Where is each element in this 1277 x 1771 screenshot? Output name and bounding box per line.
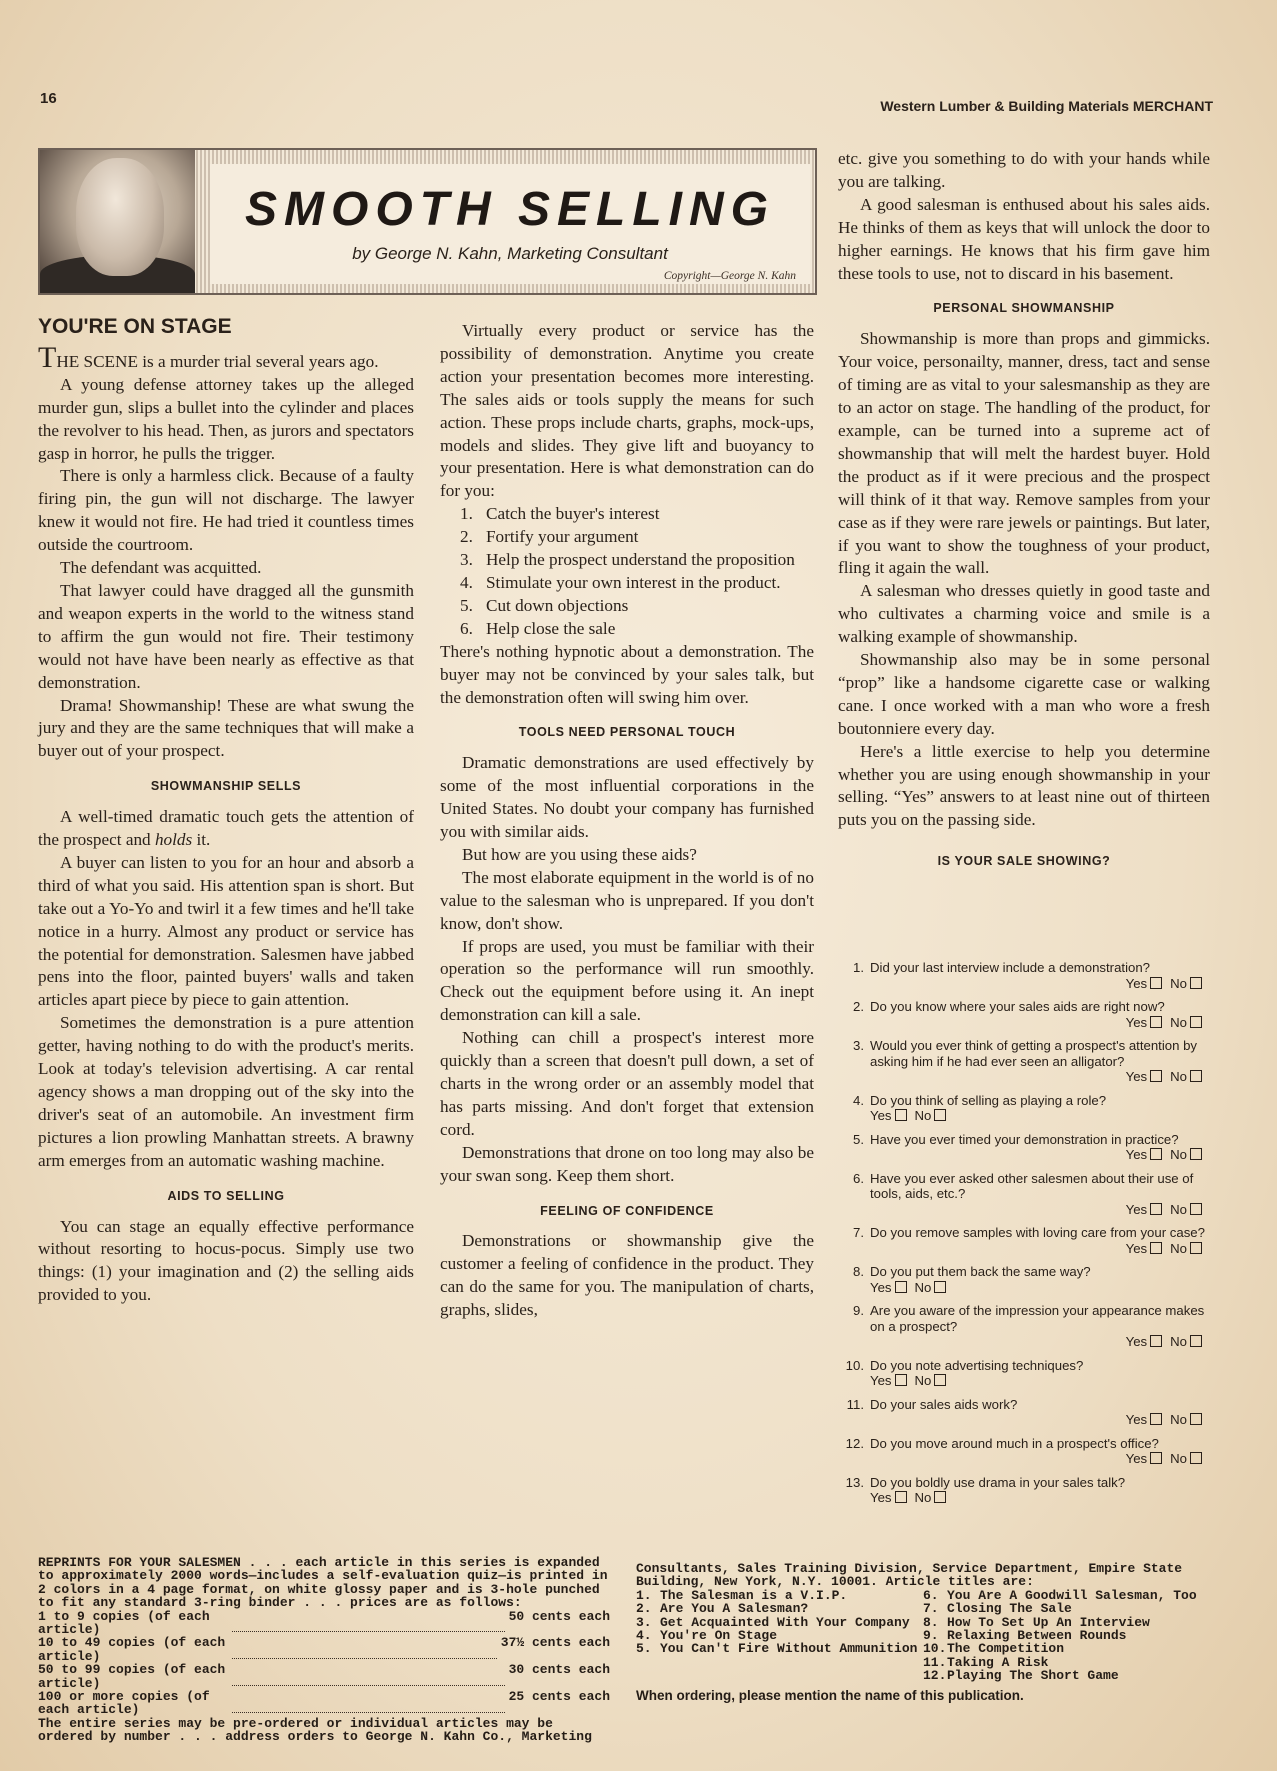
quiz-number: 2.: [853, 999, 864, 1014]
price-row: [38, 1690, 610, 1717]
title-card: [210, 164, 810, 284]
self-evaluation-quiz: [840, 960, 1210, 1514]
no-label: No: [1170, 1334, 1187, 1349]
no-checkbox[interactable]: [1190, 1070, 1202, 1082]
quiz-number: 4.: [853, 1092, 864, 1108]
article-title-item: [923, 1642, 1210, 1655]
paragraph: Sometimes the demonstration is a pure attention getter, having nothing to do with the product's merits. Look at today's television advertising. A car rental agency shows a man dropping out of the sky into the driver's seat of an automobile. An investment firm pictures a lion prowling Manhattan streets. A brawny arm emerges from an automatic washing machine.: [38, 1013, 414, 1170]
article-number: 1.: [636, 1587, 652, 1603]
yes-checkbox[interactable]: [1150, 977, 1162, 989]
quiz-question: Did your last interview include a demonstration?: [870, 960, 1151, 975]
quiz-question: Have you ever asked other salesmen about their use of tools, aids, etc.?: [870, 1170, 1194, 1201]
price-row: [38, 1663, 610, 1690]
yes-checkbox[interactable]: [895, 1281, 907, 1293]
no-label: No: [1170, 975, 1187, 991]
article-number: 11.: [923, 1654, 947, 1670]
no-label: No: [914, 1108, 932, 1123]
titles-column-a: [636, 1589, 923, 1683]
paragraph: [38, 806, 414, 852]
yes-no-boxes: [870, 1451, 1210, 1467]
list-number: 3.: [460, 550, 473, 570]
article-title: SMOOTH SELLING: [245, 183, 775, 236]
article-title-item: [636, 1629, 923, 1642]
yes-label: Yes: [870, 1279, 892, 1295]
yes-label: Yes: [1125, 1069, 1148, 1084]
quiz-heading: IS YOUR SALE SHOWING?: [937, 854, 1111, 869]
subheading: TOOLS NEED PERSONAL TOUCH: [518, 725, 736, 740]
publication-name: Western Lumber & Building Materials MERCHANT: [880, 98, 1213, 114]
yes-label: Yes: [870, 1108, 892, 1123]
list-number: 6.: [460, 618, 473, 638]
no-checkbox[interactable]: [1190, 1413, 1202, 1425]
article-title-item: [923, 1602, 1210, 1615]
quiz-number: 7.: [853, 1225, 864, 1240]
quiz-question: Do you note advertising techniques?: [870, 1357, 1084, 1373]
no-label: No: [1170, 1147, 1187, 1162]
list-item: [460, 618, 814, 641]
article-number: 10.: [923, 1641, 947, 1657]
yes-checkbox[interactable]: [1150, 1203, 1162, 1215]
quiz-item: [840, 1132, 1210, 1163]
article-byline: by George N. Kahn, Marketing Consultant: [352, 244, 668, 263]
subheading: FEELING OF CONFIDENCE: [540, 1203, 714, 1218]
paragraph: Showmanship is more than props and gimmicks. Your voice, personailty, manner, dress, tact and sense of timing are as vital to your salesmanship as they are to an actor on stage. The handling of the product, for example, can be turned into a supreme act of showmanship that will melt the hardest buyer. Hold the product as if it were precious and the prospect will think of it that way. Remove samples from your case as if they were rare jewels or paintings. But later, if you want to show the toughness of your product, fling it again the wall.: [838, 329, 1210, 578]
article-titles-list: [636, 1589, 1210, 1683]
price-label: 10 to 49 copies (of each article): [38, 1635, 226, 1664]
article-title-item: [636, 1642, 923, 1655]
price-label: 1 to 9 copies (of each article): [38, 1608, 210, 1638]
quiz-item: [840, 1436, 1210, 1467]
yes-label: Yes: [1125, 1451, 1148, 1466]
price-row: [38, 1636, 610, 1663]
quiz-item: [840, 1358, 1210, 1389]
article-name: You Can't Fire Without Ammunition: [660, 1641, 918, 1657]
no-checkbox[interactable]: [1190, 1242, 1202, 1254]
article-number: 2.: [636, 1601, 652, 1617]
quiz-number: 5.: [853, 1131, 864, 1147]
no-checkbox[interactable]: [1190, 1203, 1202, 1215]
list-text: Fortify your argument: [486, 527, 639, 547]
yes-no-boxes: [870, 1202, 1210, 1218]
paragraph: Showmanship also may be in some personal “prop” like a handsome cigarette case or walking cane. I once worked with a man who wore a fresh boutonniere every day.: [838, 650, 1210, 738]
quiz-item: [840, 1171, 1210, 1218]
paragraph: There's nothing hypnotic about a demonstration. The buyer may not be convinced by your sales talk, but the demonstration often will swing him over.: [440, 641, 814, 707]
quiz-question: Do you know where your sales aids are right now?: [870, 999, 1165, 1014]
demonstration-benefits-list: [440, 503, 814, 640]
yes-checkbox[interactable]: [1150, 1070, 1162, 1082]
article-title-item: [923, 1656, 1210, 1669]
page-number: 16: [40, 90, 57, 107]
article-name: Relaxing Between Rounds: [947, 1628, 1127, 1644]
reprints-notice: [38, 1556, 610, 1744]
article-name: The Salesman is a V.I.P.: [660, 1587, 848, 1603]
subheading: AIDS TO SELLING: [167, 1188, 285, 1203]
no-label: No: [1170, 1451, 1187, 1466]
list-item: [460, 572, 814, 595]
list-item: [460, 549, 814, 572]
paragraph: Here's a little exercise to help you determine whether you are using enough showmanship in your selling. “Yes” answers to at least nine out of thirteen puts you on the passing side.: [838, 741, 1210, 830]
titles-column-b: [923, 1589, 1210, 1683]
paragraph: Dramatic demonstrations are used effectively by some of the most influential corporations in the United States. No doubt your company has furnished you with similar aids.: [440, 753, 814, 842]
article-name: Playing The Short Game: [947, 1668, 1119, 1684]
column-three: [838, 148, 1210, 881]
yes-checkbox[interactable]: [895, 1374, 907, 1386]
author-portrait: [40, 150, 195, 293]
article-title-item: [923, 1589, 1210, 1602]
no-label: No: [914, 1490, 932, 1505]
quiz-question: Do you put them back the same way?: [870, 1264, 1091, 1279]
column-two: [440, 320, 814, 1322]
quiz-item: [840, 1093, 1210, 1124]
price-list: [38, 1610, 610, 1717]
article-name: Closing The Sale: [947, 1601, 1072, 1617]
quiz-number: 10.: [845, 1357, 864, 1373]
price-label: 100 or more copies (of each article): [38, 1689, 210, 1718]
quiz-number: 1.: [853, 960, 864, 975]
yes-label: Yes: [1125, 1147, 1148, 1162]
no-checkbox[interactable]: [934, 1281, 946, 1293]
price-value: 30 cents each: [508, 1662, 610, 1678]
titles-intro: Consultants, Sales Training Division, Service Department, Empire State Building, New York, N.Y. 10001. Article titles are:: [636, 1561, 1183, 1590]
article-title-item: [923, 1616, 1210, 1629]
article-title-item: [923, 1629, 1210, 1642]
quiz-question: Do you boldly use drama in your sales talk?: [870, 1474, 1126, 1490]
no-label: No: [914, 1279, 932, 1295]
price-value: 25 cents each: [508, 1689, 610, 1705]
yes-checkbox[interactable]: [1150, 1335, 1162, 1347]
paragraph: etc. give you something to do with your hands while you are talking.: [838, 149, 1210, 191]
article-name: You're On Stage: [660, 1628, 778, 1644]
reprints-outro: The entire series may be pre-ordered or individual articles may be ordered by number . . . address orders to George N. Kahn Co., Marketing: [38, 1715, 592, 1745]
paragraph: The most elaborate equipment in the world is of no value to the salesman who is unprepared. If you don't know, don't show.: [440, 867, 814, 933]
paragraph: A young defense attorney takes up the alleged murder gun, slips a bullet into the cylinder and places the revolver to his head. Then, as jurors and spectators gasp in horror, he pulls the trigger.: [38, 374, 414, 463]
paragraph: Virtually every product or service has the possibility of demonstration. Anytime you create action your presentation becomes more interesting. The sales aids or tools supply the means for such action. These props include charts, graphs, mock-ups, models and slides. They give lift and buoyancy to your presentation. Here is what demonstration can do for you:: [440, 321, 814, 501]
yes-no-boxes: [870, 1069, 1210, 1085]
quiz-item: [840, 999, 1210, 1030]
paragraph: But how are you using these aids?: [462, 844, 697, 864]
no-checkbox[interactable]: [1190, 1452, 1202, 1464]
paragraph: A buyer can listen to you for an hour and absorb a third of what you said. His attention span is short. But take out a Yo-Yo and twirl it a few times and he'll take notice in a hurry. Almost any product or service has the potential for demonstration. Salesmen have jabbed pens into the floor, painted buyers' walls and taken articles apart piece by piece to gain attention.: [38, 852, 414, 1010]
paragraph: A good salesman is enthused about his sales aids. He thinks of them as keys that will unlock the door to higher earnings. He knows that his firm gave him these tools to use, not to discard in his basement.: [838, 194, 1210, 283]
price-leader-dots: [232, 1636, 497, 1659]
yes-no-boxes: [870, 1334, 1210, 1350]
no-checkbox[interactable]: [1190, 1016, 1202, 1028]
list-text: Catch the buyer's interest: [486, 504, 660, 524]
article-number: 5.: [636, 1641, 652, 1657]
quiz-question: Do you move around much in a prospect's office?: [870, 1435, 1159, 1451]
list-text: Help the prospect understand the proposition: [486, 550, 795, 570]
yes-label: Yes: [1125, 1014, 1148, 1030]
yes-no-boxes: [870, 1015, 1210, 1031]
no-checkbox[interactable]: [1190, 1148, 1202, 1160]
list-item: [460, 503, 814, 526]
price-leader-dots: [232, 1663, 505, 1686]
article-number: 8.: [923, 1614, 939, 1630]
yes-no-boxes: [870, 1373, 1210, 1389]
price-leader-dots: [232, 1690, 505, 1713]
quiz-item: [840, 1303, 1210, 1350]
paragraph: Demonstrations that drone on too long may also be your swan song. Keep them short.: [440, 1142, 814, 1185]
copyright-line: Copyright—George N. Kahn: [663, 270, 796, 282]
quiz-number: 13.: [845, 1474, 864, 1490]
no-label: No: [1170, 1201, 1187, 1217]
quiz-question: Would you ever think of getting a prospect's attention by asking him if he had ever seen an alligator?: [870, 1038, 1198, 1069]
no-label: No: [1170, 1069, 1187, 1084]
text-run: A well-timed dramatic touch gets the attention of the prospect and: [38, 807, 414, 850]
list-number: 4.: [460, 572, 473, 592]
yes-no-boxes: [870, 1108, 1210, 1124]
article-title-item: [636, 1602, 923, 1615]
column-one: [38, 316, 414, 1307]
no-checkbox[interactable]: [934, 1109, 946, 1121]
yes-no-boxes: [870, 1412, 1210, 1428]
yes-checkbox[interactable]: [1150, 1016, 1162, 1028]
paragraph: If props are used, you must be familiar with their operation so the performance will run smoothly. Check out the equipment before using it. An inept demonstration can kill a sale.: [440, 936, 814, 1025]
quiz-item: [840, 1225, 1210, 1256]
subheading: PERSONAL SHOWMANSHIP: [933, 301, 1115, 316]
article-name: Get Acquainted With Your Company: [660, 1614, 910, 1630]
paragraph: That lawyer could have dragged all the gunsmith and weapon experts in the world to the witness stand to affirm the gun would not fire. Their testimony would not have have been nearly as effective as that demonstration.: [38, 580, 414, 692]
quiz-question: Do your sales aids work?: [870, 1396, 1018, 1412]
paragraph: THE SCENE is a murder trial several years ago.: [38, 340, 379, 374]
yes-checkbox[interactable]: [1150, 1452, 1162, 1464]
yes-checkbox[interactable]: [895, 1109, 907, 1121]
yes-no-boxes: [870, 1280, 1210, 1296]
quiz-item: [840, 1264, 1210, 1295]
list-number: 5.: [460, 595, 473, 615]
article-number: 3.: [636, 1614, 652, 1630]
yes-label: Yes: [1125, 1201, 1148, 1217]
yes-checkbox[interactable]: [1150, 1413, 1162, 1425]
ordering-note: When ordering, please mention the name of this publication.: [636, 1687, 1024, 1703]
yes-no-boxes: [870, 1147, 1210, 1163]
price-value: 37½ cents each: [500, 1635, 610, 1651]
no-label: No: [1170, 1412, 1187, 1427]
article-name: The Competition: [947, 1641, 1065, 1657]
yes-checkbox[interactable]: [895, 1491, 907, 1503]
paragraph: A salesman who dresses quietly in good taste and who cultivates a charming voice and smile is a walking example of showmanship.: [838, 581, 1210, 647]
quiz-number: 12.: [845, 1435, 864, 1451]
quiz-question: Have you ever timed your demonstration in practice?: [870, 1131, 1179, 1147]
paragraph: Demonstrations or showmanship give the customer a feeling of confidence in the product. They can do the same for you. The manipulation of charts, graphs, slides,: [440, 1231, 814, 1320]
yes-label: Yes: [1125, 1334, 1148, 1349]
yes-label: Yes: [1125, 1412, 1148, 1427]
list-number: 1.: [460, 504, 473, 524]
list-text: Cut down objections: [486, 595, 629, 615]
list-text: Help close the sale: [486, 618, 616, 638]
no-label: No: [1170, 1240, 1187, 1256]
list-text: Stimulate your own interest in the product.: [486, 572, 781, 592]
no-checkbox[interactable]: [1190, 977, 1202, 989]
title-banner: [38, 148, 817, 295]
article-number: 6.: [923, 1587, 939, 1603]
quiz-question: Do you think of selling as playing a role?: [870, 1092, 1107, 1108]
article-number: 4.: [636, 1628, 652, 1644]
price-leader-dots: [232, 1610, 505, 1633]
quiz-number: 3.: [853, 1038, 864, 1053]
text-run: it.: [192, 830, 211, 850]
article-number: 12.: [923, 1668, 947, 1684]
yes-label: Yes: [870, 1490, 892, 1505]
no-checkbox[interactable]: [934, 1374, 946, 1386]
paragraph: You can stage an equally effective performance without resorting to hocus-pocus. Simply use two things: (1) your imagination and (2) the selling aids provided to you.: [38, 1216, 414, 1305]
quiz-number: 8.: [853, 1264, 864, 1279]
quiz-number: 9.: [853, 1303, 864, 1318]
article-title-item: [636, 1616, 923, 1629]
price-label: 50 to 99 copies (of each article): [38, 1662, 226, 1691]
yes-label: Yes: [1125, 975, 1148, 991]
article-name: Taking A Risk: [947, 1654, 1049, 1670]
article-name: Are You A Salesman?: [660, 1601, 809, 1617]
quiz-item: [840, 1397, 1210, 1428]
list-item: [460, 526, 814, 549]
yes-label: Yes: [1125, 1240, 1148, 1256]
list-number: 2.: [460, 527, 473, 547]
price-value: 50 cents each: [508, 1608, 610, 1624]
quiz-item: [840, 960, 1210, 991]
article-number: 9.: [923, 1628, 939, 1644]
yes-checkbox[interactable]: [1150, 1242, 1162, 1254]
article-titles-notice: [636, 1562, 1210, 1702]
yes-no-boxes: [870, 976, 1210, 992]
italic-text: holds: [154, 830, 193, 850]
section-heading: YOU'RE ON STAGE: [38, 315, 232, 338]
paragraph: Nothing can chill a prospect's interest more quickly than a screen that doesn't pull down, a set of charts in the wrong order or an assembly model that has parts missing. And don't forget that extension cord.: [440, 1028, 814, 1139]
no-label: No: [1170, 1014, 1187, 1030]
article-title-item: [636, 1589, 923, 1602]
article-name: How To Set Up An Interview: [947, 1614, 1150, 1630]
no-checkbox[interactable]: [934, 1491, 946, 1503]
yes-checkbox[interactable]: [1150, 1148, 1162, 1160]
article-number: 7.: [923, 1601, 939, 1617]
article-title-item: [923, 1669, 1210, 1682]
yes-no-boxes: [870, 1490, 1210, 1506]
price-row: [38, 1610, 610, 1637]
yes-label: Yes: [870, 1373, 892, 1388]
quiz-question: Are you aware of the impression your appearance makes on a prospect?: [870, 1303, 1205, 1334]
quiz-question: Do you remove samples with loving care from your case?: [870, 1225, 1205, 1240]
paragraph: Drama! Showmanship! These are what swung the jury and they are the same techniques that will make a buyer out of your prospect.: [38, 695, 414, 761]
paragraph: The defendant was acquitted.: [60, 558, 262, 578]
subheading: SHOWMANSHIP SELLS: [150, 779, 302, 794]
quiz-number: 6.: [853, 1170, 864, 1186]
quiz-item: [840, 1475, 1210, 1506]
quiz-number: 11.: [846, 1396, 864, 1412]
article-name: You Are A Goodwill Salesman, Too: [947, 1587, 1197, 1603]
paragraph: There is only a harmless click. Because of a faulty firing pin, the gun will not discharge. The lawyer knew it would not fire. He had tried it countless times outside the courtroom.: [38, 466, 414, 555]
reprints-intro: REPRINTS FOR YOUR SALESMEN . . . each article in this series is expanded to approximately 2000 words—includes a self-evaluation quiz—is printed in 2 colors in a 4 page format, on white glossy paper and is 3-hole punched to fit any standard 3-ring binder . . . prices are as follows:: [38, 1555, 608, 1611]
no-label: No: [914, 1373, 932, 1388]
portrait-head: [76, 158, 164, 276]
no-checkbox[interactable]: [1190, 1335, 1202, 1347]
yes-no-boxes: [870, 1241, 1210, 1257]
list-item: [460, 595, 814, 618]
quiz-item: [840, 1038, 1210, 1085]
